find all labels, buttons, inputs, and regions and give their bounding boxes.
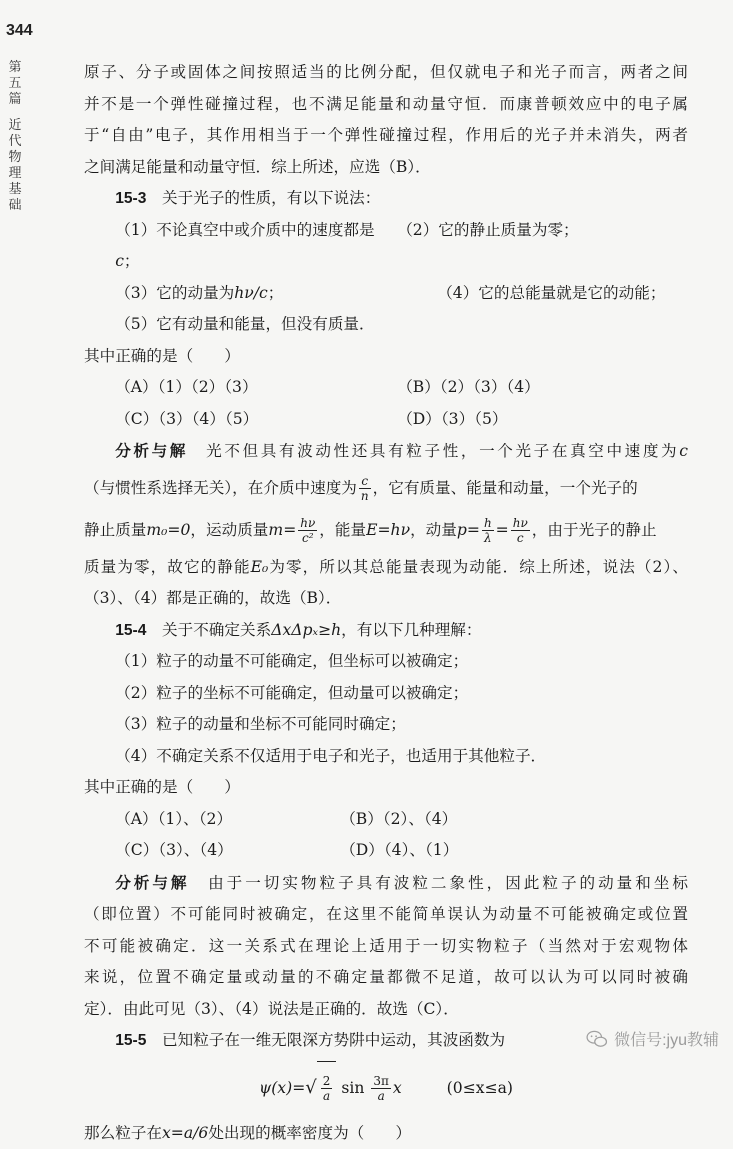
text-line: 于“自由”电子，其作用相当于一个弹性碰撞过程，作用后的光子并未消失，两者 <box>84 120 688 152</box>
analysis-15-3-line: （3）、（4）都是正确的，故选（B）． <box>84 583 688 615</box>
page-content <box>84 57 688 1149</box>
question-ask: 其中正确的是（ ） <box>84 772 688 804</box>
text-line: 原子、分子或固体之间按照适当的比例分配，但仅就电子和光子而言，两者之间 <box>84 57 688 89</box>
question-ask: 那么粒子在x=a/6处出现的概率密度为（ ） <box>84 1118 688 1149</box>
fraction: $\frac{h}{\lambda}$ <box>482 516 494 545</box>
option-row <box>84 404 688 436</box>
analysis-15-3-line: 静止质量m₀=0，运动质量m= $\frac{h\nu}{\text{c²}}$ ，能量E=hν，动量p= $\frac{h}{\lambda}$ = $\frac{h\nu}{c}$ ，由于光子的静止 <box>84 508 688 552</box>
analysis-15-3-line: 质量为零，故它的静能E₀为零，所以其总能量表现为动能．综上所述，说法（2）、 <box>84 552 688 584</box>
statement-1: （1）粒子的动量不可能确定，但坐标可以被确定； <box>84 646 688 678</box>
analysis-label: 分析与解 <box>115 873 189 892</box>
fraction: $\frac{h\nu}{\text{c²}}$ <box>298 516 317 545</box>
option-d: （D）（3）（5） <box>397 404 507 436</box>
question-15-5-stem: 15-5 已知粒子在一维无限深方势阱中运动，其波函数为 <box>84 1025 688 1057</box>
statement-row <box>84 215 688 278</box>
option-c: （C）（3）、（4） <box>84 835 340 867</box>
question-15-3-stem: 15-3 关于光子的性质，有以下说法： <box>84 183 688 215</box>
option-a: （A）（1）（2）（3） <box>84 372 397 404</box>
statement-3: （3）它的动量为hν/c； <box>84 278 397 310</box>
option-row <box>84 372 688 404</box>
statement-2: （2）它的静止质量为零； <box>397 215 578 278</box>
option-a: （A）（1）、（2） <box>84 804 340 836</box>
option-c: （C）（3）（4）（5） <box>84 404 397 436</box>
fraction: $\frac{3\pi}{a}$ <box>371 1074 391 1103</box>
question-ask: 其中正确的是（ ） <box>84 341 688 373</box>
analysis-15-3-line: （与惯性系选择无关），在介质中速度为 $\frac{c}{n}$ ，它有质量、能量和动量，一个光子的 <box>84 468 688 508</box>
watermark-text: 微信号:jyu教辅 <box>614 1027 719 1050</box>
option-d: （D）（4）、（1） <box>340 835 458 867</box>
statement-1: （1）不论真空中或介质中的速度都是c； <box>84 215 397 278</box>
statement-4: （4）它的总能量就是它的动能； <box>397 278 665 310</box>
analysis-15-4-line: 不可能被确定．这一关系式在理论上适用于一切实物粒子（当然对于宏观物体 <box>84 931 688 963</box>
fraction: $\frac{h\nu}{c}$ <box>511 516 530 545</box>
page-number: 344 <box>6 22 33 40</box>
analysis-label: 分析与解 <box>115 441 188 460</box>
side-part-title: 近代物理基础 <box>4 118 26 214</box>
fraction: $\frac{2}{a}$ <box>321 1074 333 1103</box>
analysis-15-4-line: 来说，位置不确定量或动量的不确定量都微不足道，故可以认为可以同时被确 <box>84 962 688 994</box>
option-b: （B）（2）、（4） <box>340 804 457 836</box>
option-b: （B）（2）（3）（4） <box>397 372 540 404</box>
fraction: $\frac{c}{n}$ <box>359 474 371 503</box>
analysis-15-3-line: 分析与解 光不但具有波动性还具有粒子性，一个光子在真空中速度为c <box>84 435 688 468</box>
analysis-15-4-line: 分析与解 由于一切实物粒子具有波粒二象性，因此粒子的动量和坐标 <box>84 867 688 900</box>
analysis-15-4-line: （即位置）不可能同时被确定，在这里不能简单误认为动量不可能被确定或位置 <box>84 899 688 931</box>
question-15-4-stem: 15-4 关于不确定关系ΔxΔpₓ≥h，有以下几种理解： <box>84 615 688 647</box>
text-line: 并不是一个弹性碰撞过程，也不满足能量和动量守恒．而康普顿效应中的电子属 <box>84 89 688 121</box>
question-number: 15-4 <box>115 622 146 639</box>
wechat-watermark <box>586 1027 719 1050</box>
statement-4: （4）不确定关系不仅适用于电子和光子，也适用于其他粒子． <box>84 741 688 773</box>
statement-row <box>84 278 688 310</box>
statement-3: （3）粒子的动量和坐标不可能同时确定； <box>84 709 688 741</box>
option-row <box>84 804 688 836</box>
text-line: 之间满足能量和动量守恒．综上所述，应选（B）． <box>84 152 688 184</box>
wave-function-formula: ψ(x)=√ $\frac{2}{a}$ sin $\frac{3\pi}{a}$ x (0≤x≤a) <box>84 1061 688 1114</box>
question-number: 15-5 <box>115 1032 146 1049</box>
option-row <box>84 835 688 867</box>
statement-2: （2）粒子的坐标不可能确定，但动量可以被确定； <box>84 678 688 710</box>
side-part-label: 第五篇 <box>4 60 26 108</box>
question-number: 15-3 <box>115 190 146 207</box>
analysis-15-4-line: 定）．由此可见（3）、（4）说法是正确的．故选（C）． <box>84 994 688 1026</box>
statement-5: （5）它有动量和能量，但没有质量． <box>84 309 688 341</box>
wechat-icon <box>586 1030 608 1048</box>
